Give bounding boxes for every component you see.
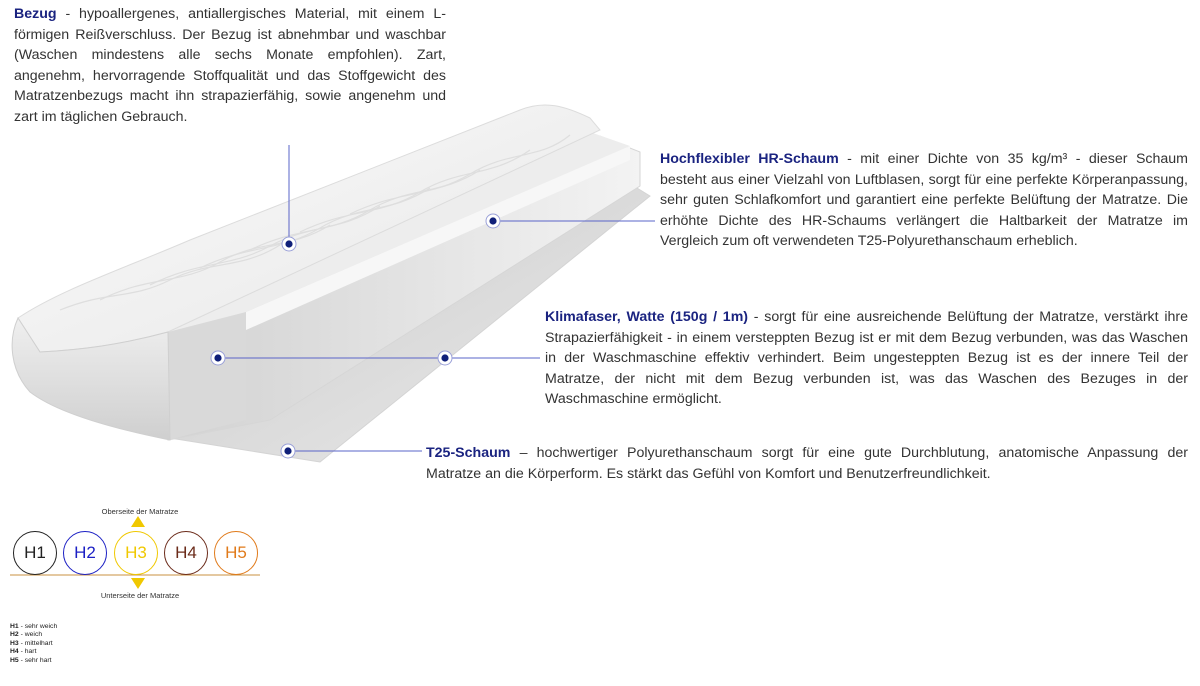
legend-desc: - hart xyxy=(18,648,37,656)
legend-code: H3 xyxy=(10,639,19,647)
t25-title: T25-Schaum xyxy=(426,445,511,461)
legend-item xyxy=(10,640,57,648)
bezug-title: Bezug xyxy=(14,6,57,22)
klimafaser-text: - sorgt für eine ausreichende Belüftung der Matratze, verstärkt ihre Strapazierfähigkeit - in einem versteppten Bezug ist er mit dem Bezug verbunden, was das Waschen in der Waschmaschine effektiv verhindert. Beim ungesteppten Bezug ist es der innere Teil der Matratze, der nicht mit dem Bezug verbunden ist, was das Waschen des Bezuges in der Waschmaschine ermöglicht. xyxy=(545,309,1188,408)
legend-item xyxy=(10,631,57,639)
hardness-h2 xyxy=(63,531,107,575)
t25-text: – hochwertiger Polyurethanschaum sorgt für eine gute Durchblutung, anatomische Anpassung der Matratze an die Körperform. Es stärkt das Gefühl von Komfort und Benutzerfreundlichkeit. xyxy=(426,445,1188,482)
hardness-h1 xyxy=(13,531,57,575)
legend-code: H1 xyxy=(10,623,19,630)
hardness-h3 xyxy=(114,531,158,575)
hr-schaum-text: - mit einer Dichte von 35 kg/m³ - dieser Schaum besteht aus einer Vielzahl von Luftblasen, sorgt für eine perfekte Körperanpassung, sehr guten Schlafkomfort und garantiert eine perfekte Belüftung der Matratze. Die erhöhte Dichte des HR-Schaums verlängert die Haltbarkeit der Matratze im Vergleich zum oft verwendeten T25-Polyurethanschaum erheblich. xyxy=(660,151,1188,250)
arrow-bottom-icon xyxy=(131,578,145,589)
legend-item xyxy=(10,648,57,656)
klimafaser-title: Klimafaser, Watte (150g / 1m) xyxy=(545,309,749,325)
legend-desc: - weich xyxy=(18,631,43,639)
hardness-h2-label: H2 xyxy=(74,543,96,562)
legend-desc: - sehr weich xyxy=(18,623,58,630)
legend-desc: - sehr hart xyxy=(18,656,52,664)
hardness-h5 xyxy=(214,531,258,575)
legend-code: H5 xyxy=(10,656,19,664)
hardness-h5-label: H5 xyxy=(225,543,247,562)
hr-foam-front xyxy=(168,312,246,440)
legend-item xyxy=(10,623,57,631)
hardness-h4-label: H4 xyxy=(175,543,197,562)
arrow-top-icon xyxy=(131,516,145,527)
hardness-h1-label: H1 xyxy=(24,543,46,562)
legend-item xyxy=(10,657,57,665)
hardness-h4 xyxy=(164,531,208,575)
legend-code: H4 xyxy=(10,648,19,656)
hardness-legend xyxy=(10,623,57,665)
legend-code: H2 xyxy=(10,631,19,639)
top-side-caption: Oberseite der Matratze xyxy=(101,507,179,516)
bezug-text: - hypoallergenes, antiallergisches Material, mit einem L-förmigen Reißverschluss. Der Bezug ist abnehmbar und waschbar (Waschen mindestens alle sechs Monate empfohlen). Zart, angenehm, hervorragende Stoffqualität und das Stoffgewicht des Matratzenbezugs macht ihn strapazierfähig, sowie angenehm und zart im täglichen Gebrauch. xyxy=(14,6,446,125)
bottom-side-caption: Unterseite der Matratze xyxy=(100,591,180,600)
hr-schaum-title: Hochflexibler HR-Schaum xyxy=(660,151,839,167)
hardness-h3-label: H3 xyxy=(125,543,147,562)
legend-desc: - mittelhart xyxy=(18,639,53,647)
